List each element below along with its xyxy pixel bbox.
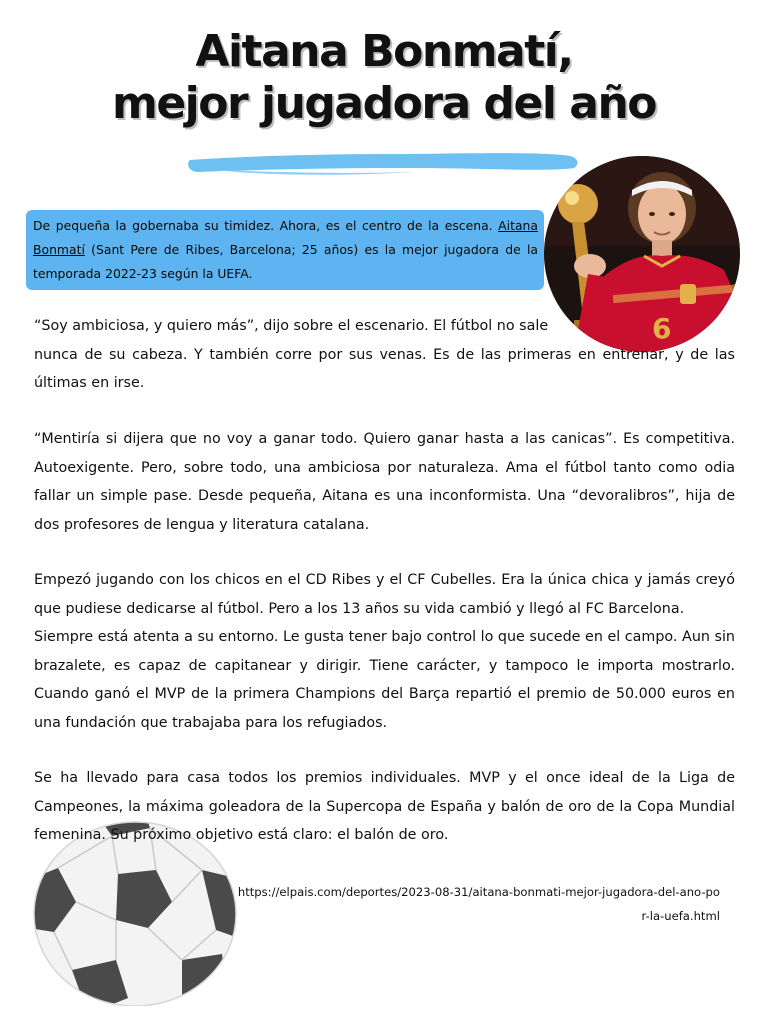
intro-text-end: (Sant Pere de Ribes, Barcelona; 25 años) es la mejor jugadora de la temporada 2022-23 según la UEFA. [33, 242, 538, 281]
paragraph-3a: Empezó jugando con los chicos en el CD Ribes y el CF Cubelles. Era la única chica y jamás creyó que pudiese dedicarse al fútbol. Pero a los 13 años su vida cambió y llegó al FC Barcelona. [34, 572, 735, 617]
page-title [0, 26, 768, 130]
paragraph-3b: Siempre está atenta a su entorno. Le gusta tener bajo control lo que sucede en el campo. Aun sin brazalete, es capaz de capitanear y dirigir. Tiene carácter, y tampoco le importa mostrarlo. Cuando ganó el MVP de la primera Champions del Barça repartió el premio de 50.000 euros en una fundación que trabajaba para los refugiados. [34, 629, 735, 731]
paragraph-4: Se ha llevado para casa todos los premios individuales. MVP y el once ideal de la Liga de Campeones, la máxima goleadora de la Supercopa de España y balón de oro de la Copa Mundial femenina. Su próximo objetivo está claro: el balón de oro. [34, 770, 735, 844]
paragraph-1-line-1: “Soy ambiciosa, y quiero más”, dijo sobre el escenario. El fútbol no sale [34, 318, 549, 334]
paragraph-1-rest: nunca de su cabeza. Y también corre por sus venas. Es de las primeras en entrenar, y de las últimas en irse. [34, 346, 735, 392]
brush-stroke-decoration [186, 150, 582, 176]
paragraph-1 [34, 312, 735, 398]
title-line-1: Aitana Bonmatí, [195, 26, 573, 77]
paragraph-2: “Mentiría si dijera que no voy a ganar todo. Quiero ganar hasta a las canicas”. Es competitiva. Autoexigente. Pero, sobre todo, una ambiciosa por naturaleza. Ama el fútbol tanto como odia fallar un simple pase. Desde pequeña, Aitana es una inconformista. Una “devoralibros”, hija de dos profesores de lengua y literatura catalana. [34, 431, 735, 533]
paragraph-3 [34, 566, 735, 738]
svg-text:6: 6 [652, 312, 672, 345]
intro-player-link[interactable]: Aitana Bonmatí [33, 218, 538, 257]
source-url-link[interactable]: https://elpais.com/deportes/2023-08-31/aitana-bonmati-mejor-jugadora-del-ano-por-la-uefa.html [237, 885, 720, 923]
intro-highlight-box [26, 210, 544, 290]
title-line-2: mejor jugadora del año [111, 78, 657, 129]
intro-text-start: De pequeña la gobernaba su timidez. Ahora, es el centro de la escena. [33, 218, 499, 233]
